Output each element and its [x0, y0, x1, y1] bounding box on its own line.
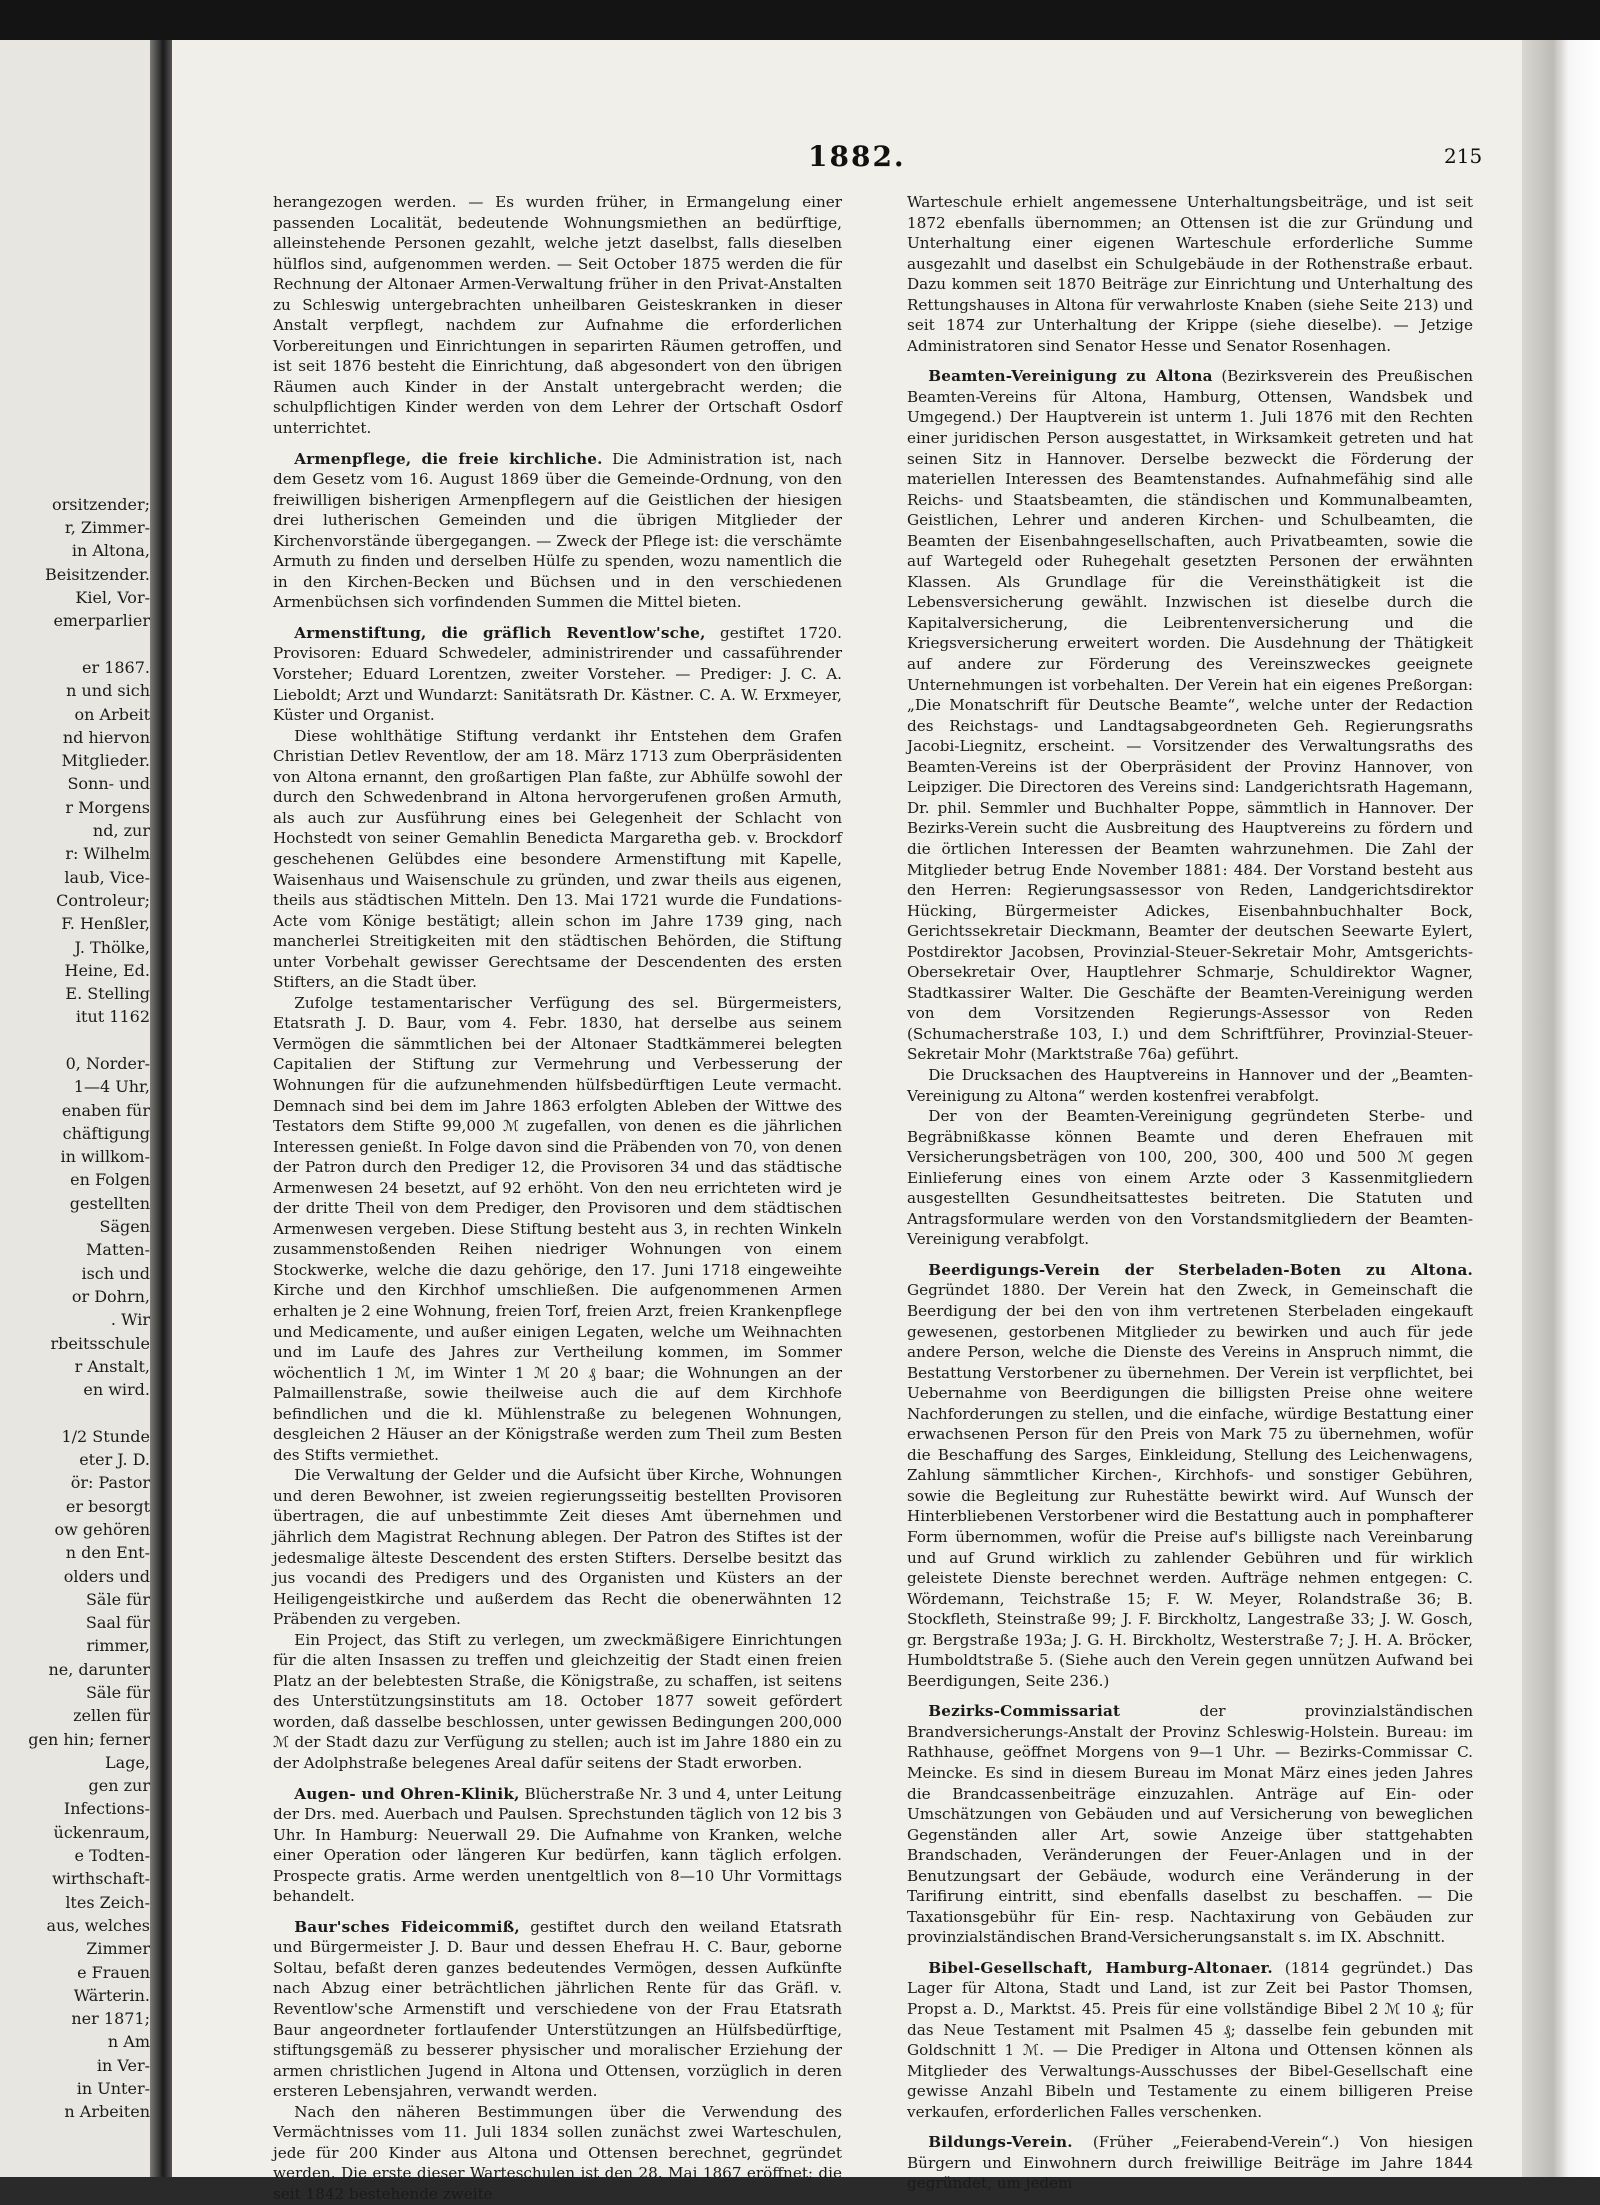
book-binding-gutter — [150, 40, 172, 2177]
left-fragment-line: Wärterin. — [73, 1985, 150, 2005]
left-fragment-line: isch und — [81, 1263, 150, 1283]
paragraph: Ein Project, das Stift zu verlegen, um zweckmäßigere Einrichtungen für die alten Insassen zu treffen und gleichzeitig der Stadt einen freien Platz an der belebtesten Straße, die Königstraße, zu schaffen, ist seitens des Unterstützungsinstituts am 18. October 1877 soweit gefördert worden, daß dasselbe beschlossen, unter gewissen Bedingungen 200,000 ℳ der Stadt dazu zur Verfügung zu stellen; auch ist im Jahre 1880 ein zu der Adolphstraße belegenes Areal dafür seitens der Stadt erworben. — [273, 1630, 842, 1773]
section-augen-klinik — [273, 1784, 842, 1907]
left-fragment-line: n Arbeiten — [64, 2102, 150, 2122]
left-fragment-line: 1/2 Stunde — [61, 1426, 150, 1446]
left-fragment-line: wirthschaft- — [52, 1869, 150, 1889]
left-fragment-line: 1—4 Uhr, — [73, 1077, 150, 1097]
left-fragment-line: Heine, Ed. — [64, 960, 150, 980]
left-fragment-line: Zimmer — [86, 1939, 150, 1959]
section-heading: Bibel-Gesellschaft, Hamburg-Altonaer. — [928, 1958, 1273, 1977]
left-fragment-line — [4, 446, 150, 469]
left-fragment-line: or Dohrn, — [71, 1286, 150, 1306]
section-bezirks-commissariat — [907, 1701, 1473, 1948]
section-body: (1814 gegründet.) Das Lager für Altona, Stadt und Land, ist zur Zeit bei Pastor Thomsen, Propst a. D., Marktst. 45. Preis für eine vollständige Bibel 2 ℳ 10 ₰; für das Neue Testament mit Psalmen 45 ₰; dasselbe fein gebunden mit Goldschnitt 1 ℳ. — Die Prediger in Altona und Ottensen können als Mitglieder des Verwaltungs-Ausschusses der Bibel-Gesellschaft eine gewisse Anzahl Bibeln und Testamente zu einem billigeren Preise verkaufen, erforderlichen Falles verschenken. — [907, 1958, 1473, 2121]
left-fragment-line: ner 1871; — [71, 2009, 150, 2029]
left-fragment-line: Beisitzender. — [45, 564, 150, 584]
paragraph: Die Drucksachen des Hauptvereins in Hannover und der „Beamten-Vereinigung zu Altona“ werden kostenfrei verabfolgt. — [907, 1065, 1473, 1105]
left-fragment-line: ltes Zeich- — [65, 1892, 150, 1912]
left-fragment-line: en Folgen — [70, 1170, 150, 1190]
section-armenstiftung — [273, 623, 842, 726]
paragraph: Warteschule erhielt angemessene Unterhaltungsbeiträge, und ist seit 1872 ebenfalls übernommen; an Ottensen ist die zur Gründung und Unterhaltung einer eigenen Warteschule erforderliche Summe ausgezahlt und daselbst ein Schulgebäude in der Rothenstraße erbaut. Dazu kommen seit 1870 Beiträge zur Einrichtung und Unterhaltung des Rettungshauses in Altona für verwahrloste Knaben (siehe Seite 213) und seit 1874 zur Unterhaltung der Krippe (siehe dieselbe). — Jetzige Administratoren sind Senator Hesse und Senator Rosenhagen. — [907, 193, 1473, 355]
left-fragment-line — [4, 260, 150, 283]
section-heading: Beamten-Vereinigung zu Altona — [928, 367, 1213, 386]
left-fragment-line: eter J. D. — [79, 1450, 150, 1470]
section-body: der provinzialständischen Brandversicherungs-Anstalt der Provinz Schleswig-Holstein. Bureau: im Rathhause, geöffnet Morgens von 9—1 Uhr. — Bezirks-Commissar C. Meincke. Es sind in diesem Bureau im Monat März eines jeden Jahres die Brandcassenbeiträge einzuzahlen. Anträge auf Ein- oder Umschätzungen von Gebäuden und auf Versicherung von beweglichen Gegenständen aller Art, sowie Anzeige über stattgehabten Brandschaden, Veränderungen der Feuer-Anlagen und in der Benutzungsart der Gebäude, wodurch eine Veränderung in der Tarifirung eintritt, sind ebenfalls daselbst zu beschaffen. — Die Taxationsgebühr für Ein- resp. Nachtaxirung von Gebäuden zur provinzialständischen Brand-Versicherungsanstalt s. im IX. Abschnitt. — [907, 1702, 1474, 1947]
left-fragment-line: gen zur — [88, 1776, 150, 1796]
left-fragment-line: n den Ent- — [65, 1543, 150, 1563]
left-fragment-line: in Ver- — [96, 2055, 150, 2075]
left-fragment-line: gen hin; ferner — [28, 1729, 150, 1749]
left-fragment-line — [4, 353, 150, 376]
left-fragment-line: ne, darunter — [48, 1659, 150, 1679]
paragraph: Zufolge testamentarischer Verfügung des sel. Bürgermeisters, Etatsrath J. D. Baur, vom 4. Febr. 1830, hat derselbe aus seinem Vermögen die sämmtlichen bei der Altonaer Stadtkämmerei belegten Capitalien der Stiftung zur Vermehrung und Verbesserung der Wohnungen für die aufzunehmenden hülfsbedürftigen Leute vermacht. Demnach sind bei dem im Jahre 1863 erfolgten Ableben der Wittwe des Testators dem Stifte 99,000 ℳ zugefallen, von denen es die jährlichen Interessen genießt. In Folge davon sind die Präbenden von 70, von denen der Patron durch den Prediger 12, die Provisoren 34 und das städtische Armenwesen 24 besetzt, auf 92 erhöht. Von den neu errichteten wird je der dritte Theil von dem Prediger, den Provisoren und dem städtischen Armenwesen vergeben. Diese Stiftung besteht aus 3, in rechten Winkeln zusammenstoßenden Reihen niedriger Wohnungen von einem Stockwerke, welche die dazu gehörige, den 17. Juni 1718 eingeweihte Kirche und den Kirchhof umschließen. Die aufgenommenen Armen erhalten je 2 eine Wohnung, freien Torf, freien Arzt, freien Krankenpflege und Medicamente, und außer einigen Legaten, welche um Weihnachten und im Laufe des Jahres zur Vertheilung kommen, im Sommer wöchentlich 1 ℳ, im Winter 1 ℳ 20 ₰ baar; die Wohnungen an der Palmaillenstraße, sowie theilweise auch die auf dem Kirchhofe befindlichen und die kl. Mühlenstraße zu belegenen Wohnungen, desgleichen 2 Häuser an der Königstraße werden zum Theil zum Besten des Stifts vermiethet. — [273, 993, 842, 1464]
left-fragment-line: r Morgens — [65, 797, 150, 817]
left-fragment-line — [4, 1029, 150, 1052]
section-beamten-vereinigung — [907, 366, 1473, 1065]
section-body: Blücherstraße Nr. 3 und 4, unter Leitung der Drs. med. Auerbach und Paulsen. Sprechstunden täglich von 12 bis 3 Uhr. In Hamburg: Neuerwall 29. Die Aufnahme von Kranken, welche einer Operation oder längeren Kur bedürfen, kann täglich erfolgen. Prospecte gratis. Arme werden unentgeltlich von 8—10 Uhr Vormittags behandelt. — [273, 1784, 842, 1906]
left-fragment-line — [4, 283, 150, 306]
left-fragment-line: emerparlier — [53, 611, 150, 631]
paragraph: Nach den näheren Bestimmungen über die Verwendung des Vermächtnisses vom 11. Juli 1834 sollen zunächst zwei Warteschulen, jede für 200 Kinder aus Altona und Ottensen berechnet, gegründet werden. Die erste dieser Warteschulen ist den 28. Mai 1867 eröffnet; die seit 1842 bestehende zweite — [273, 2102, 842, 2203]
section-heading: Bezirks-Commissariat — [928, 1702, 1121, 1721]
paragraph: Der von der Beamten-Vereinigung gegründeten Sterbe- und Begräbnißkasse können Beamte und deren Ehefrauen mit Versicherungsbeträgen von 100, 200, 300, 400 und 500 ℳ gegen Einlieferung eines von einem Arzte oder 3 Kassenmitgliedern ausgestellten Gesundheitsattestes beitreten. Die Statuten und Antragsformulare werden von den Vorstandsmitgliedern der Beamten-Vereinigung verabfolgt. — [907, 1107, 1473, 1249]
section-heading: Baur'sches Fideicommiß, — [294, 1917, 520, 1936]
section-bildungs-verein — [907, 2132, 1473, 2194]
left-fragment-line: r, Zimmer- — [64, 518, 150, 538]
left-fragment-line: F. Henßler, — [61, 914, 150, 934]
page-number: 215 — [1444, 144, 1483, 168]
left-fragment-line: 0, Norder- — [65, 1053, 150, 1073]
left-fragment-line: Sägen — [99, 1217, 150, 1237]
left-fragment-line: enaben für — [61, 1100, 150, 1120]
left-fragment-line: Säle für — [85, 1683, 150, 1702]
left-fragment-line: ör: Pastor — [70, 1473, 150, 1493]
left-fragment-line — [4, 190, 150, 213]
left-fragment-line: r Anstalt, — [74, 1356, 150, 1376]
left-fragment-line: Controleur; — [56, 890, 150, 910]
section-body: Die Administration ist, nach dem Gesetz vom 16. August 1869 über die Gemeinde-Ordnung, von den freiwilligen bisherigen Armenpflegern auf die Geistlichen der hiesigen drei lutherischen Gemeinden und die übrigen Mitglieder der Kirchenvorstände übergegangen. — Zweck der Pflege ist: die verschämte Armuth zu finden und derselben Hülfe zu spenden, wozu namentlich die in den Kirchen-Becken und Büchsen und in den verschiedenen Armenbüchsen sich vorfindenden Summen die Mittel bieten. — [273, 449, 842, 612]
left-fragment-line: Kiel, Vor- — [75, 588, 150, 608]
left-fragment-line: itut 1162 — [75, 1007, 150, 1027]
left-fragment-line: Lage, — [105, 1752, 150, 1772]
left-fragment-line: ow gehören — [54, 1519, 150, 1539]
left-fragment-line: zellen für — [73, 1706, 150, 1726]
left-fragment-line: Saal für — [85, 1613, 150, 1633]
left-fragment-line: chäftigung — [62, 1123, 150, 1143]
section-bibel-gesellschaft — [907, 1958, 1473, 2122]
left-fragment-line: orsitzender; — [52, 494, 150, 514]
left-fragment-line — [4, 306, 150, 329]
section-heading: Beerdigungs-Verein der Sterbeladen-Boten zu Altona. — [928, 1260, 1473, 1279]
left-fragment-line: Mitglieder. — [61, 751, 150, 771]
left-fragment-line: rimmer, — [86, 1636, 150, 1656]
text-column-left — [273, 192, 842, 2205]
section-body: Gegründet 1880. Der Verein hat den Zweck, in Gemeinschaft die Beerdigung der bei den von ihm vertretenen Sterbeladen eingekauft gewesenen, gestorbenen Mitglieder zu bewirken und auch für jede andere Person, welche die Dienste des Vereins in Anspruch nimmt, die Bestattung Verstorbener zu übernehmen. Der Verein ist verpflichtet, bei Uebernahme von Beerdigungen die billigsten Preise ohne weitere Nachforderungen zu stellen, und die einfache, würdige Bestattung einer erwachsenen Person für den Preis von Mark 75 zu übernehmen, wofür die Beschaffung des Sarges, Einkleidung, Stellung des Leichenwagens, Zahlung sämmtlicher Kirchen-, Kirchhofs- und sonstiger Gebühren, sowie die Begleitung zur Ruhestätte bewirkt wird. Auf Wunsch der Hinterbliebenen Verstorbener wird die Bestattung auch in pomphafterer Form übernommen, wofür die Preise auf's billigste nach Vereinbarung und auf Grund wirklich zu zahlender Gebühren und für wirklich geleistete Dienste berechnet werden. Aufträge nehmen entgegen: C. Wördemann, Teichstraße 15; F. W. Meyer, Rolandstraße 36; B. Stockfleth, Steinstraße 99; J. F. Birckholtz, Langestraße 33; J. W. Gosch, gr. Bergstraße 193a; J. G. H. Birckholtz, Westerstraße 7; J. H. A. Bröcker, Humboldtstraße 5. (Siehe auch den Verein gegen unnützen Aufwand bei Beerdigungen, Seite 236.) — [907, 1281, 1473, 1690]
left-fragment-line — [4, 423, 150, 446]
left-fragment-line: in Altona, — [71, 541, 150, 561]
left-fragment-line: ückenraum, — [53, 1822, 150, 1842]
left-fragment-line: gestellten — [69, 1193, 150, 1213]
left-fragment-line: e Todten- — [74, 1846, 150, 1866]
section-body: gestiftet durch den weiland Etatsrath und Bürgermeister J. D. Baur und dessen Ehefrau H. C. Baur, geborne Soltau, befaßt deren ganzes bedeutendes Vermögen, dessen Aufkünfte nach Abzug einer beträchtlichen jährlichen Rente für das Gräfl. v. Reventlow'sche Armenstift und verschiedene von der Frau Etatsrath Baur angeordneter fortlaufender Unterstützungen an Hülfsbedürftige, stiftungsgemäß zu besserer physischer und moralischer Erziehung der armen christlichen Jugend in Altona und Ottensen, vorzüglich in deren ersteren Lebensjahren, verwandt werden. — [273, 1917, 843, 2101]
paragraph: Die Verwaltung der Gelder und die Aufsicht über Kirche, Wohnungen und deren Bewohner, ist zweien regierungsseitig bestellten Provisoren übertragen, die auf unbestimmte Zeit dieses Amt übernehmen und jährlich dem Magistrat Rechnung ablegen. Der Patron des Stiftes ist der jedesmalige älteste Descendent des ersten Stifters. Derselbe besitzt das jus vocandi des Predigers und des Organisten und Küsters an der Heiligengeistkirche und außerdem das Recht die obenerwähnten 12 Präbenden zu vergeben. — [273, 1466, 842, 1629]
left-fragment-line — [4, 213, 150, 236]
left-fragment-line: . Wir — [110, 1310, 150, 1330]
left-fragment-line: n Am — [107, 2032, 150, 2052]
left-fragment-line: J. Thölke, — [74, 937, 150, 957]
left-fragment-line — [4, 1401, 150, 1424]
left-fragment-line: in willkom- — [60, 1147, 150, 1167]
section-beerdigungs-verein — [907, 1260, 1473, 1691]
page-215 — [172, 40, 1522, 2203]
section-armenpflege — [273, 449, 842, 613]
left-fragment-line — [4, 633, 150, 656]
page-header — [172, 140, 1522, 180]
left-fragment-line: Säle für — [85, 1589, 150, 1609]
left-fragment-line: e Frauen — [77, 1962, 150, 1982]
section-heading: Armenpflege, die freie kirchliche. — [294, 449, 603, 468]
section-heading: Bildungs-Verein. — [928, 2133, 1073, 2152]
left-fragment-line: in Unter- — [76, 2079, 150, 2099]
left-fragment-line: r: Wilhelm — [65, 844, 150, 864]
left-fragment-line — [4, 330, 150, 353]
section-body: gestiftet 1720. Provisoren: Eduard Schwedeler, administrirender und cassaführender Vorsteher; Eduard Lorentzen, zweiter Vorsteher. — Prediger: J. C. A. Lieboldt; Arzt und Wundarzt: Sanitätsrath Dr. Kästner. C. A. W. Erxmeyer, Küster und Organist. — [273, 623, 843, 725]
left-fragment-line: nd hiervon — [62, 727, 150, 747]
left-fragment-line: nd, zur — [92, 821, 150, 841]
left-fragment-line: er 1867. — [81, 657, 150, 677]
section-body: (Früher „Feierabend-Verein“.) Von hiesigen Bürgern und Einwohnern durch freiwillige Beiträge im Jahre 1844 gegründet, um jedem — [907, 2133, 1473, 2193]
left-page-fragment — [0, 40, 150, 2177]
left-fragment-line: en wird. — [83, 1380, 150, 1400]
left-fragment-line — [4, 376, 150, 399]
section-heading: Augen- und Ohren-Klinik, — [294, 1784, 520, 1803]
left-fragment-line: aus, welches — [46, 1915, 150, 1935]
left-fragment-line: er besorgt — [65, 1496, 150, 1516]
left-fragment-line: Matten- — [86, 1240, 150, 1260]
left-fragment-line: laub, Vice- — [64, 867, 150, 887]
section-body: (Bezirksverein des Preußischen Beamten-Vereins für Altona, Hamburg, Ottensen, Wandsbek und Umgegend.) Der Hauptverein ist unterm 1. Juli 1876 mit den Rechten einer juridischen Person ausgestattet, in Wirksamkeit getreten und hat seinen Sitz in Hannover. Derselbe bezweckt die Förderung der materiellen Interessen des Beamtenstandes. Aufnahmefähig sind alle Reichs- und Staatsbeamten, die ständischen und Kommunalbeamten, Geistlichen, Lehrer und anderen Kirchen- und Schulbeamten, die Beamten der Eisenbahngesellschaften, auch Privatbeamten, sowie die auf Wartegeld oder Ruhegehalt gesetzten Personen der erwähnten Klassen. Als Grundlage für die Vereinsthätigkeit ist die Lebensversicherung gewählt. Inzwischen ist dieselbe durch die Kapitalversicherung, die Leibrentenversicherung und die Kriegsversicherung erweitert worden. Die Ausdehnung der Thätigkeit auf andere zur Förderung des Vereinszweckes geeignete Unternehmungen ist vorbehalten. Der Verein hat ein eigenes Preßorgan: „Die Monatschrift für Deutsche Beamte“, welche unter der Redaction des Reichstags- und Landtagsabgeordneten Geh. Regierungsraths Jacobi-Liegnitz, erscheint. — Vorsitzender des Verwaltungsraths des Beamten-Vereins ist der Oberpräsident der Provinz Hannover, von Leipziger. Die Directoren des Vereins sind: Landgerichtsrath Hagemann, Dr. phil. Semmler und Buchhalter Poppe, sämmtlich in Hannover. Der Bezirks-Verein sucht die Ausbreitung des Hauptvereins zu fördern und die örtlichen Interessen der Beamten wahrzunehmen. Die Zahl der Mitglieder betrug Ende November 1881: 484. Der Vorstand besteht aus den Herren: Regierungsassessor von Reden, Landgerichtsdirektor Hücking, Bürgermeister Adickes, Eisenbahnbuchhalter Bock, Gerichtssekretair Dieckmann, Beamter der deutschen Seewarte Eylert, Postdirektor Jacobsen, Provinzial-Steuer-Sekretair Mohr, Amtsgerichts-Obersekretair Over, Hauptlehrer Schmarje, Schuldirektor Wagner, Stadtkassirer Walter. Die Geschäfte der Beamten-Vereinigung werden von dem Vorsitzenden Regierungs-Assessor von Reden (Schumacherstraße 103, I.) und dem Schriftführer, Provinzial-Steuer-Sekretair Mohr (Marktstraße 76a) geführt. — [907, 367, 1474, 1064]
scan-top-border — [0, 0, 1600, 40]
paragraph: herangezogen werden. — Es wurden früher, in Ermangelung einer passenden Localität, bedeutende Wohnungsmiethen an bedürftige, alleinstehende Personen gezahlt, welche jetzt daselbst, falls dieselben hülflos sind, aufgenommen werden. — Seit October 1875 werden die für Rechnung der Altonaer Armen-Verwaltung früher in den Privat-Anstalten zu Schleswig untergebrachten unheilbaren Geisteskranken in dieser Anstalt verpflegt, nachdem zur Aufnahme die erforderlichen Vorbereitungen und Einrichtungen in separirten Räumen getroffen, und ist seit 1876 besteht die Einrichtung, daß abgesondert von den übrigen Räumen auch Kinder in der Anstalt untergebracht werden; die schulpflichtigen Kinder werden von dem Lehrer der Ortschaft Osdorf unterrichtet. — [273, 193, 842, 438]
left-fragment-line: olders und — [63, 1566, 150, 1586]
left-fragment-line: E. Stelling — [65, 984, 150, 1004]
left-page-column — [4, 190, 150, 2124]
left-fragment-line — [4, 400, 150, 423]
left-fragment-line: Infections- — [63, 1799, 150, 1819]
section-baur-fideicommiss — [273, 1917, 842, 2102]
left-fragment-line: n und sich — [66, 681, 150, 701]
left-fragment-line: Sonn- und — [67, 774, 150, 794]
left-fragment-line: rbeitsschule — [50, 1333, 150, 1353]
page-edge-right — [1522, 40, 1600, 2177]
section-heading: Armenstiftung, die gräflich Reventlow'sche, — [294, 623, 706, 642]
left-fragment-line: on Arbeit — [74, 704, 150, 724]
text-column-right — [907, 192, 1473, 2194]
paragraph: Diese wohlthätige Stiftung verdankt ihr Entstehen dem Grafen Christian Detlev Reventlow, der am 18. März 1713 zum Oberpräsidenten von Altona ernannt, den großartigen Plan faßte, zur Abhülfe sowohl der durch den Schwedenbrand in Altona hervorgerufenen großen Armuth, als auch zur Ausführung eines bei Gelegenheit der Schlacht von Hochstedt von seiner Gemahlin Benedicta Margaretha geb. v. Brockdorf geschehenen Gelübdes eine besondere Armenstiftung mit Kapelle, Waisenhaus und Waisenschule zu gründen, und zwar theils aus eigenen, theils aus städtischen Mitteln. Den 13. Mai 1721 wurde die Fundations-Acte vom Könige bestätigt; allein schon im Jahre 1739 ging, nach mancherlei Streitigkeiten mit den städtischen Behörden, die Stiftung unter Vorbehalt gewisser Gerechtsame der Descendenten des ersten Stifters, an die Stadt über. — [273, 726, 842, 992]
running-head-year: 1882. — [808, 140, 906, 173]
left-fragment-line — [4, 470, 150, 493]
left-fragment-line — [4, 237, 150, 260]
